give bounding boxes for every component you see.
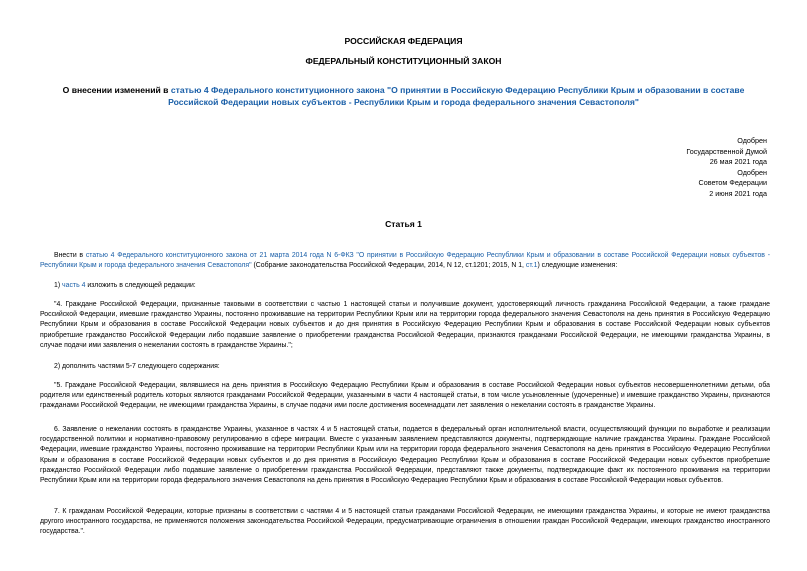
country-heading: РОССИЙСКАЯ ФЕДЕРАЦИЯ	[344, 36, 463, 46]
approval-block	[686, 136, 767, 200]
part-7-text: 7. К гражданам Российской Федерации, которые признаны в соответствии с частями 4 и 5 настоящей статьи гражданами Российской Федерации, не имеющими гражданства Украины, и которые не имеют гражданства другого иностранного государства, не применяются положения законодательства Российской Федерации, предусматривающие ограничения в отношении граждан Российской Федерации, имеющих гражданство иностранного государства.".	[40, 508, 770, 536]
part-4-link[interactable]: часть 4	[62, 282, 86, 289]
duma-name: Государственной Думой	[686, 146, 767, 156]
council-approved-label: Одобрен	[737, 167, 767, 177]
law-title	[40, 85, 767, 108]
intro-law-link[interactable]: статью 4 Федерального конституционного закона от 21 марта 2014 года N 6-ФКЗ "О принятии в Российскую Федерацию Республики Крым и образовании в составе Российской Федерации новых субъектов - Республики Крым и города федерального значения Севастополя"	[40, 252, 770, 270]
council-date: 2 июня 2021 года	[709, 188, 767, 198]
part-6-text: 6. Заявление о нежелании состоять в гражданстве Украины, указанное в частях 4 и 5 настоящей статьи, подается в федеральный орган исполнительной власти, осуществляющий функции по выработке и реализации государственной политики и нормативно-правовому регулированию в сфере миграции. Вместе с указанным заявлением представляются документы, подтверждающие наличие гражданства Украины. Граждане Российской Федерации, имевшие гражданство Украины, постоянно проживавшие на территории Республики Крым или на территории города федерального значения Севастополя на день принятия в Российскую Федерацию Республики Крым и образования в составе Российской Федерации новых субъектов и до дня принятия в Российскую Федерацию Республики Крым и образования в составе Российской Федерации новых субъектов приобретшие гражданство Российской Федерации либо подавшие заявление о приобретении гражданства Российской Федерации, представляют также документы, подтверждающие факт их постоянного проживания на территории Республики Крым или на территории города федерального значения Севастополя на день принятия в Российскую Федерацию Республики Крым и образования в составе Российской Федерации новых субъектов.	[40, 426, 770, 485]
law-title-link[interactable]: статью 4 Федерального конституционного закона "О принятии в Российскую Федерацию Республики Крым и образовании в составе Российской Федерации новых субъектов - Республики Крым и города федерального значения Севастополя"	[168, 85, 745, 107]
intro-article-link[interactable]: ст.1	[525, 262, 538, 270]
item-1	[40, 281, 770, 291]
duma-approved-label: Одобрен	[737, 136, 767, 145]
part-5-text: "5. Граждане Российской Федерации, являвшиеся на день принятия в Российскую Федерацию Республики Крым и образования в составе Российской Федерации новых субъектов несовершеннолетними детьми, оба родителя или единственный родитель которых являются гражданами Российской Федерации, указанными в части 4 настоящей статьи, в том числе усыновленные (удочеренные) и имевшие гражданство Украины, признаются гражданами Российской Федерации, не имеющими гражданства Украины, в случае подачи ими после достижения восемнадцати лет заявления о нежелании состоять в гражданстве Украины.	[40, 382, 770, 410]
item-2: 2) дополнить частями 5-7 следующего содержания:	[54, 363, 220, 370]
intro-prefix: Внести в	[54, 252, 86, 259]
item-1-prefix: 1)	[54, 282, 63, 289]
part-4-text: "4. Граждане Российской Федерации, признанные таковыми в соответствии с частью 1 настоящей статьи и получившие документ, удостоверяющий личность гражданина Российской Федерации, а также граждане Российской Федерации, имевшие гражданство Украины, постоянно проживавшие на территории Республики Крым или на территории города федерального значения Севастополя на день принятия в Российскую Федерацию Республики Крым и образования в составе Российской Федерации новых субъектов и до дня принятия в Российскую Федерацию Республики Крым и образования в составе Российской Федерации новых субъектов приобретшие гражданство Российской Федерации либо подавшие заявление о приобретении гражданства Российской Федерации, признаются гражданами Российской Федерации, не имеющими гражданства Украины, в случае подачи ими заявления о нежелании состоять в гражданстве Украины.";	[40, 301, 770, 349]
item-1-suffix: изложить в следующей редакции:	[85, 282, 196, 289]
intro-suffix: ) следующие изменения:	[537, 262, 618, 270]
article-intro	[40, 251, 770, 271]
intro-source: (Собрание законодательства Российской Федерации, 2014, N 12, ст.1201; 2015, N 1,	[251, 262, 526, 270]
council-name: Советом Федерации	[698, 178, 767, 188]
law-type-heading: ФЕДЕРАЛЬНЫЙ КОНСТИТУЦИОННЫЙ ЗАКОН	[305, 56, 502, 66]
duma-date: 26 мая 2021 года	[709, 157, 767, 167]
law-title-prefix: О внесении изменений в	[62, 85, 171, 95]
article-heading: Статья 1	[385, 219, 422, 229]
